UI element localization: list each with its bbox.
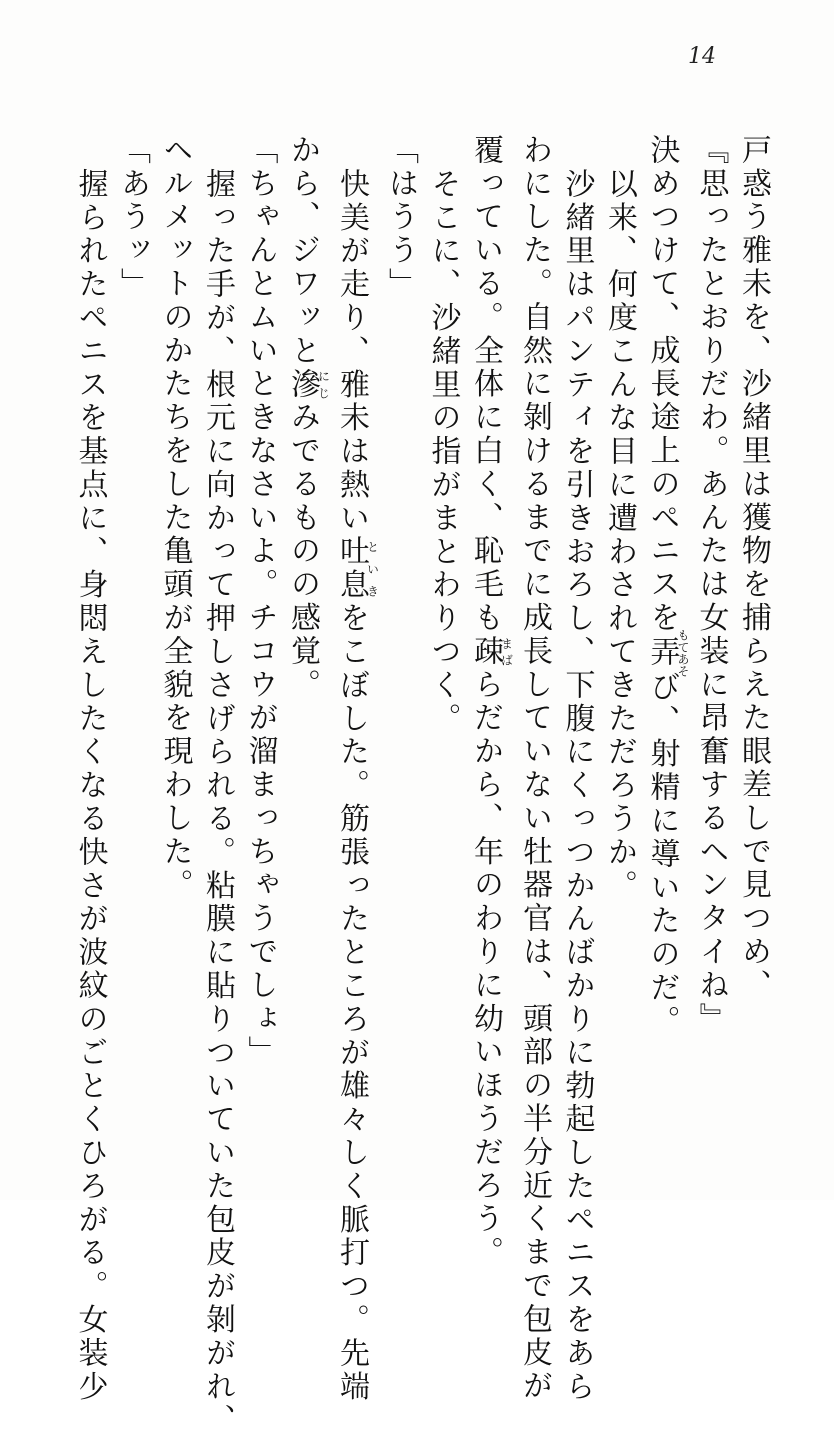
- text-line: 決めつけて、成長途上のペニスを弄もてあそび、射精に導いたのだ。: [644, 134, 690, 1039]
- ruby-reading: まば: [499, 635, 514, 669]
- ruby-reading: といき: [365, 535, 380, 603]
- text-line: 沙緒里はパンティを引きおろし、下腹にくっつかんばかりに勃起したペニスをあら: [559, 168, 595, 1404]
- text-line: 握った手が、根元に向かって押しさげられる。粘膜に貼りついていた包皮が剝がれ、: [200, 168, 235, 1437]
- text-line: 「あうッ」: [115, 134, 150, 301]
- ruby-annotation: 疎まば: [468, 635, 514, 669]
- vertical-text-body: [68, 134, 774, 1437]
- text-line: 『思ったとおりだわ。あんたは女装に昂奮するヘンタイね』: [693, 134, 729, 1036]
- ruby-annotation: 滲にじ: [285, 367, 331, 402]
- text-line: 「ちゃんとムいときなさいよ。チコウが溜まっちゃうでしょ」: [242, 134, 278, 1070]
- text-line: そこに、沙緒里の指がまとわりつく。: [425, 168, 461, 736]
- text-line: 快美が走り、雅未は熱い吐息といきをこぼした。筋張ったところが雄々しく脈打つ。先端: [334, 168, 380, 1404]
- text-line: ヘルメットのかたちをした亀頭が全貌を現わした。: [157, 134, 193, 903]
- ruby-reading: にじ: [316, 367, 331, 402]
- ruby-reading: もてあそ: [676, 629, 690, 677]
- text-line: から、ジワッと滲にじみでるものの感覚。: [285, 134, 331, 702]
- text-line: 覆っている。全体に白く、恥毛も疎まばらだから、年のわりに幼いほうだろう。: [468, 134, 514, 1270]
- text-line: 「はうう」: [383, 134, 418, 301]
- ruby-annotation: 吐息といき: [334, 535, 380, 603]
- ruby-annotation: 弄もてあそ: [644, 629, 690, 677]
- text-line: わにした。自然に剝けるまでに成長していない牡器官は、頭部の半分近くまで包皮が: [517, 134, 552, 1404]
- text-line: 握られたペニスを基点に、身悶えしたくなる快さが波紋のごとくひろがる。女装少: [72, 168, 108, 1404]
- text-line: 戸惑う雅未を、沙緒里は獲物を捕らえた眼差しで見つめ、: [736, 134, 771, 1003]
- text-line: 以来、何度こんな目に遭わされてきただろうか。: [602, 168, 637, 903]
- page-number: 14: [688, 44, 716, 69]
